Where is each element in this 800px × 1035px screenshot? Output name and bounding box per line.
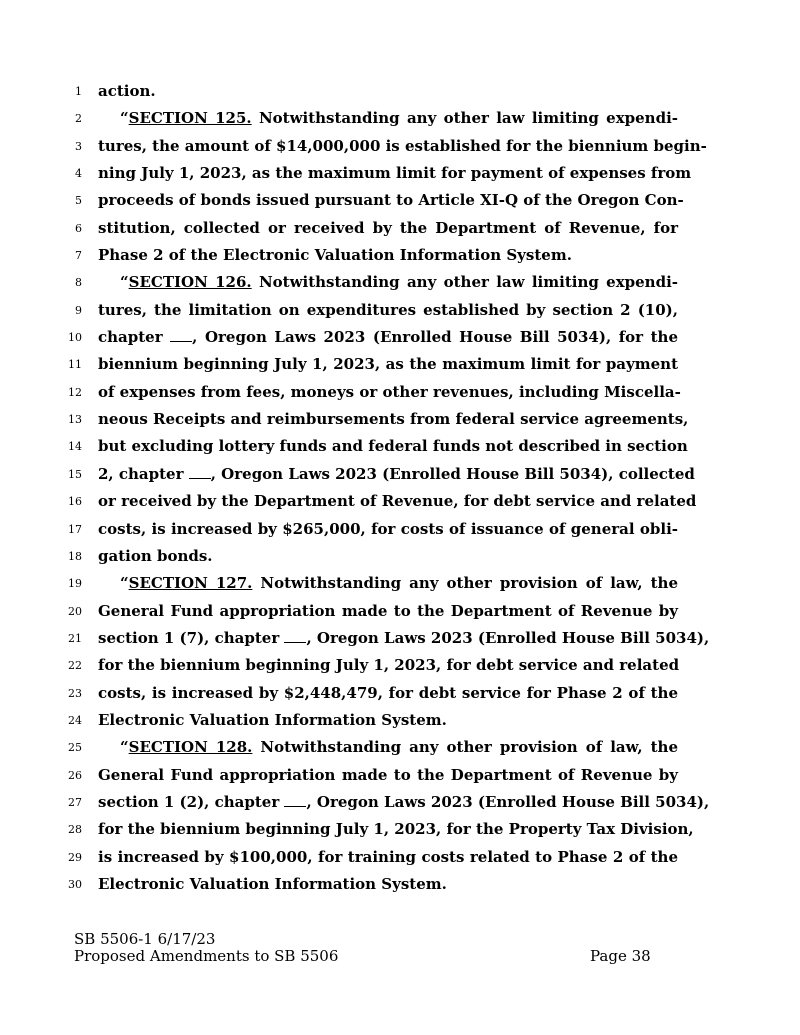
open-quote: “: [120, 109, 129, 128]
line-number: 11: [68, 358, 82, 372]
line-number: 2: [75, 112, 82, 126]
text-line: [0, 570, 800, 597]
line-number: 19: [68, 577, 82, 591]
line-number: 3: [75, 139, 82, 153]
text-line: [0, 160, 800, 187]
chapter-blank: [284, 794, 306, 807]
text-line: [0, 269, 800, 296]
text-line: [0, 707, 800, 734]
text-line: [0, 133, 800, 160]
line-number: 27: [68, 795, 82, 809]
line-number: 5: [75, 194, 82, 208]
line-text: of expenses from fees, moneys or other revenues, including Miscella-: [98, 382, 681, 401]
line-number: 23: [68, 686, 82, 700]
text-line: [0, 406, 800, 433]
open-quote: “: [120, 738, 129, 757]
text-line: [0, 625, 800, 652]
line-text: General Fund appropriation made to the Department of Revenue by: [98, 601, 678, 620]
text-line: [0, 516, 800, 543]
line-number: 8: [75, 276, 82, 290]
chapter-blank: [284, 630, 306, 643]
line-text: Phase 2 of the Electronic Valuation Information System.: [98, 246, 572, 265]
text-line: [0, 187, 800, 214]
line-text: costs, is increased by $2,448,479, for debt service for Phase 2 of the: [98, 683, 678, 702]
text-line: [0, 324, 800, 351]
footer-doc-id: SB 5506-1 6/17/23: [74, 930, 216, 948]
line-number: 10: [68, 331, 82, 345]
line-text: for the biennium beginning July 1, 2023, for the Property Tax Division,: [98, 820, 694, 839]
text-line: [0, 789, 800, 816]
line-number: 4: [75, 167, 82, 181]
line-text: tures, the limitation on expenditures established by section 2 (10),: [98, 300, 678, 319]
open-quote: “: [120, 273, 129, 292]
line-number: 30: [68, 877, 82, 891]
line-number: 9: [75, 303, 82, 317]
text-line: [0, 543, 800, 570]
page-footer: [74, 931, 674, 965]
footer-row: [74, 948, 674, 965]
line-text: is increased by $100,000, for training costs related to Phase 2 of the: [98, 847, 678, 866]
line-text: ning July 1, 2023, as the maximum limit for payment of expenses from: [98, 164, 692, 183]
footer-subtitle: Proposed Amendments to SB 5506: [74, 947, 339, 965]
text-line: [0, 297, 800, 324]
line-text: section 1 (7), chapter , Oregon Laws 2023 (Enrolled House Bill 5034),: [98, 628, 710, 647]
text-line: [0, 844, 800, 871]
line-number: 29: [68, 850, 82, 864]
line-number: 18: [68, 549, 82, 563]
line-number: 13: [68, 413, 82, 427]
chapter-blank: [189, 466, 211, 479]
line-number: 24: [68, 713, 82, 727]
text-line: [0, 215, 800, 242]
text-line: [0, 105, 800, 132]
text-line: [0, 433, 800, 460]
chapter-blank: [170, 329, 192, 342]
line-number: 15: [68, 467, 82, 481]
line-text: neous Receipts and reimbursements from federal service agreements,: [98, 410, 689, 429]
line-number: 26: [68, 768, 82, 782]
line-number: 16: [68, 495, 82, 509]
line-text: “SECTION 125. Notwithstanding any other law limiting expendi-: [120, 109, 678, 128]
line-text: Electronic Valuation Information System.: [98, 710, 447, 729]
line-text: costs, is increased by $265,000, for costs of issuance of general obli-: [98, 519, 678, 538]
line-number: 20: [68, 604, 82, 618]
line-text: chapter , Oregon Laws 2023 (Enrolled House Bill 5034), for the: [98, 328, 678, 347]
text-line: [0, 871, 800, 898]
numbered-text-body: [0, 78, 800, 898]
text-line: [0, 351, 800, 378]
line-text: but excluding lottery funds and federal funds not described in section: [98, 437, 688, 456]
section-heading-127: SECTION 127.: [128, 574, 253, 593]
line-number: 28: [68, 823, 82, 837]
line-text: or received by the Department of Revenue, for debt service and related: [98, 492, 697, 511]
line-text: Electronic Valuation Information System.: [98, 874, 447, 893]
open-quote: “: [120, 574, 129, 593]
text-line: [0, 488, 800, 515]
text-line: [0, 816, 800, 843]
line-number: 25: [68, 741, 82, 755]
text-line: [0, 680, 800, 707]
line-number: 22: [68, 659, 82, 673]
line-number: 17: [68, 522, 82, 536]
text-line: [0, 78, 800, 105]
page-number: Page 38: [590, 947, 651, 965]
line-text: “SECTION 128. Notwithstanding any other provision of law, the: [120, 738, 678, 757]
text-line: [0, 734, 800, 761]
line-text: 2, chapter , Oregon Laws 2023 (Enrolled House Bill 5034), collected: [98, 464, 695, 483]
text-line: [0, 762, 800, 789]
text-line: [0, 242, 800, 269]
text-line: [0, 598, 800, 625]
text-line: [0, 652, 800, 679]
line-text: for the biennium beginning July 1, 2023, for debt service and related: [98, 656, 680, 675]
line-number: 7: [75, 249, 82, 263]
line-text: proceeds of bonds issued pursuant to Article XI-Q of the Oregon Con-: [98, 191, 684, 210]
line-text: gation bonds.: [98, 546, 213, 565]
line-text: “SECTION 127. Notwithstanding any other provision of law, the: [120, 574, 678, 593]
line-number: 6: [75, 221, 82, 235]
section-heading-126: SECTION 126.: [128, 273, 252, 292]
section-heading-128: SECTION 128.: [128, 738, 253, 757]
line-text: tures, the amount of $14,000,000 is established for the biennium begin-: [98, 136, 707, 155]
line-text: biennium beginning July 1, 2023, as the maximum limit for payment: [98, 355, 678, 374]
line-number: 12: [68, 385, 82, 399]
text-line: [0, 379, 800, 406]
line-text: General Fund appropriation made to the Department of Revenue by: [98, 765, 678, 784]
line-number: 1: [75, 85, 82, 98]
line-number: 21: [68, 631, 82, 645]
text-line: [0, 461, 800, 488]
line-text: “SECTION 126. Notwithstanding any other law limiting expendi-: [120, 273, 678, 292]
line-text: action.: [98, 82, 156, 100]
line-text: section 1 (2), chapter , Oregon Laws 2023 (Enrolled House Bill 5034),: [98, 792, 710, 811]
line-number: 14: [68, 440, 82, 454]
section-heading-125: SECTION 125.: [128, 109, 252, 128]
line-text: stitution, collected or received by the Department of Revenue, for: [98, 218, 678, 237]
